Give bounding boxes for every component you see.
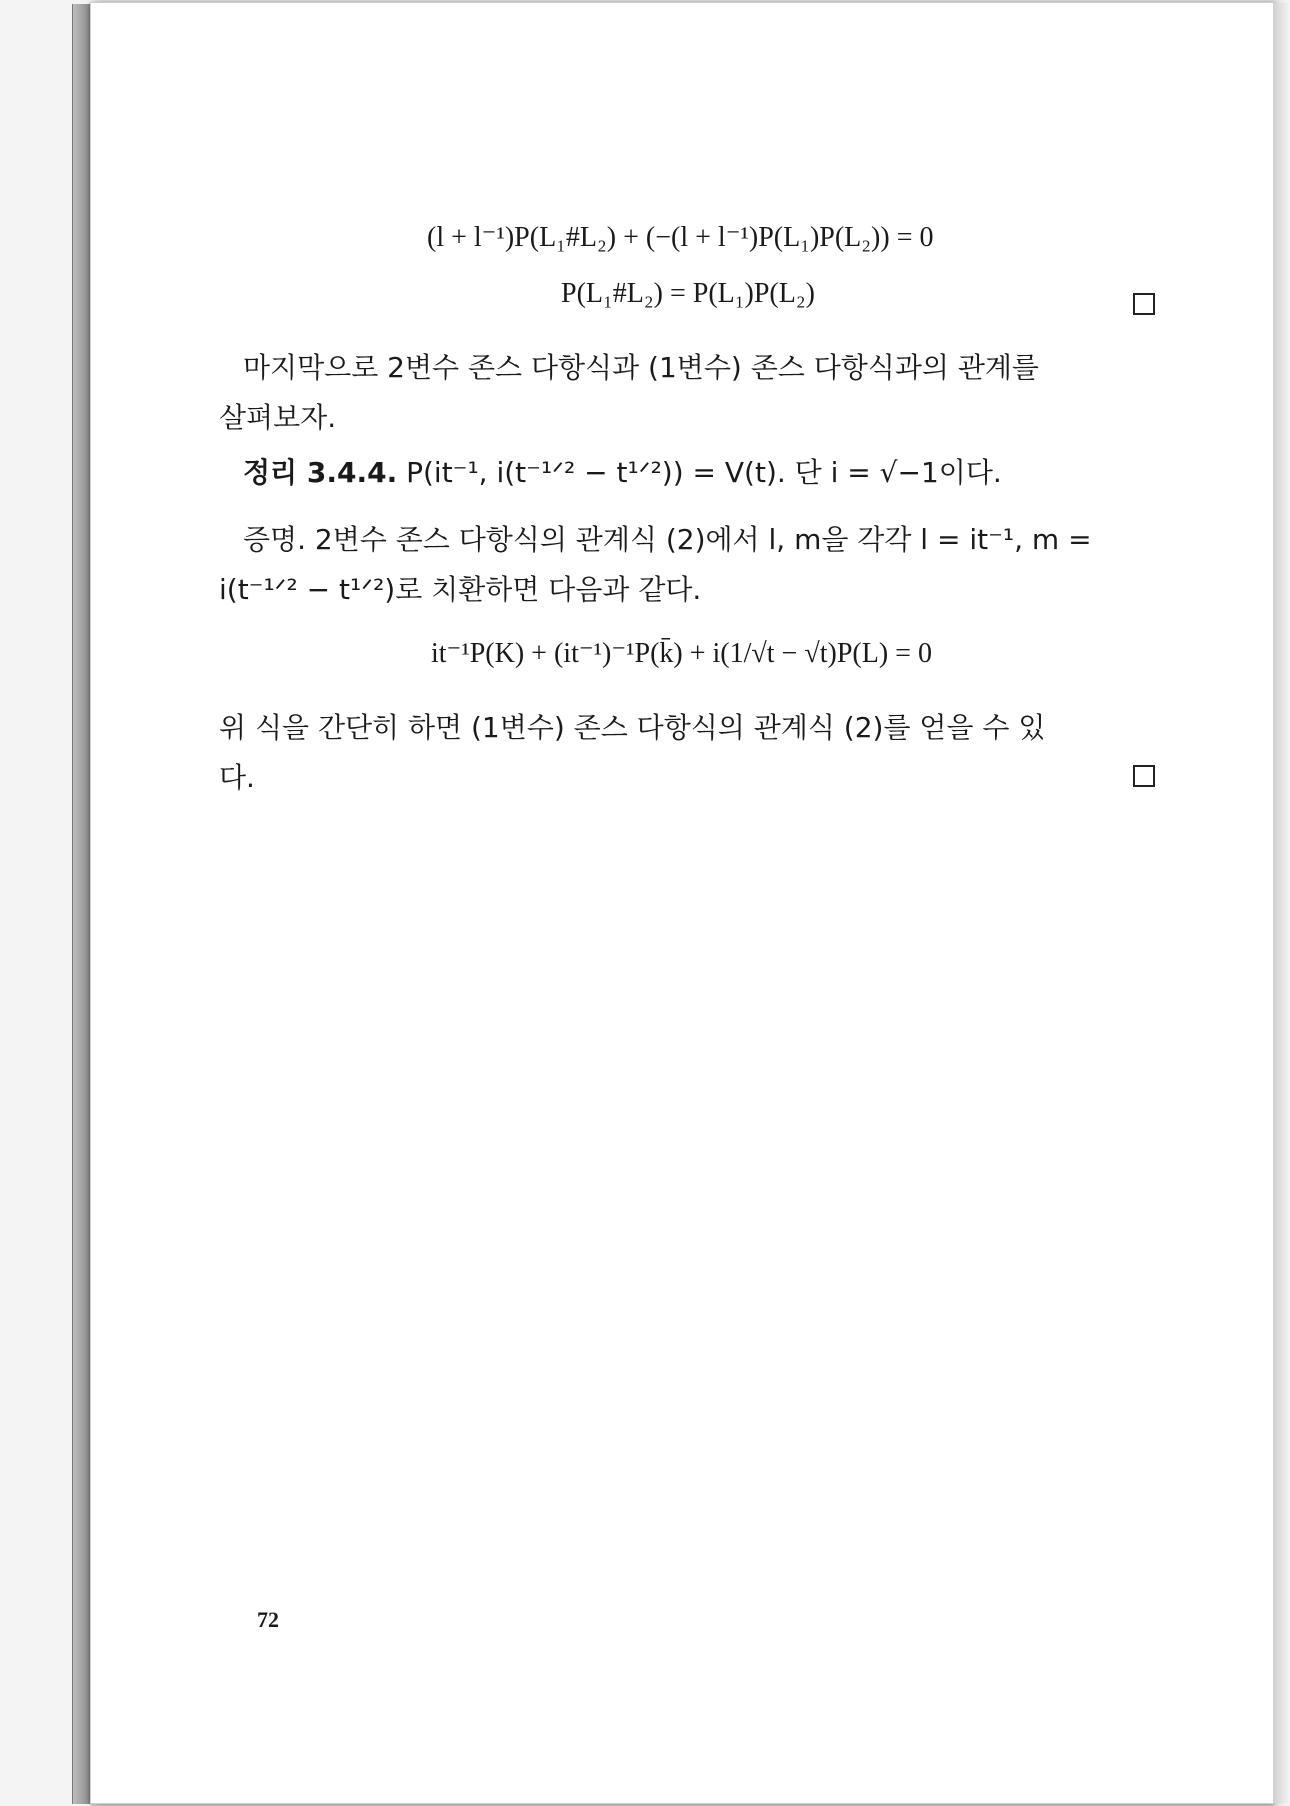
qed-box-2 xyxy=(1133,765,1155,787)
paragraph-conclusion-line2: 다. xyxy=(219,761,255,794)
qed-box-1 xyxy=(1133,293,1155,315)
page-number: 72 xyxy=(257,1607,279,1632)
book-page xyxy=(90,2,1274,1804)
equation-connected-sum-1: (l + l⁻¹)P(L₁#L₂) + (−(l + l⁻¹)P(L₁)P(L₂)) = 0 xyxy=(427,222,934,253)
theorem-text: P(it⁻¹, i(t⁻¹ᐟ² − t¹ᐟ²)) = V(t). 단 i = √−1이다. xyxy=(406,456,1002,489)
proof-line1: 증명. 2변수 존스 다항식의 관계식 (2)에서 l, m을 각각 l = it⁻¹, m = xyxy=(243,523,1092,556)
theorem-statement xyxy=(243,456,1002,490)
equation-substitution: it⁻¹P(K) + (it⁻¹)⁻¹P(k̄) + i(1/√t − √t)P(L) = 0 xyxy=(431,638,932,669)
paragraph-intro-line2: 살펴보자. xyxy=(219,401,337,434)
paragraph-conclusion-line1: 위 식을 간단히 하면 (1변수) 존스 다항식의 관계식 (2)를 얻을 수 있 xyxy=(219,711,1046,744)
paragraph-intro-line1: 마지막으로 2변수 존스 다항식과 (1변수) 존스 다항식과의 관계를 xyxy=(243,351,1039,384)
theorem-label: 정리 3.4.4. xyxy=(243,456,398,489)
equation-connected-sum-2: P(L₁#L₂) = P(L₁)P(L₂) xyxy=(561,278,815,309)
proof-line2: i(t⁻¹ᐟ² − t¹ᐟ²)로 치환하면 다음과 같다. xyxy=(219,573,702,606)
